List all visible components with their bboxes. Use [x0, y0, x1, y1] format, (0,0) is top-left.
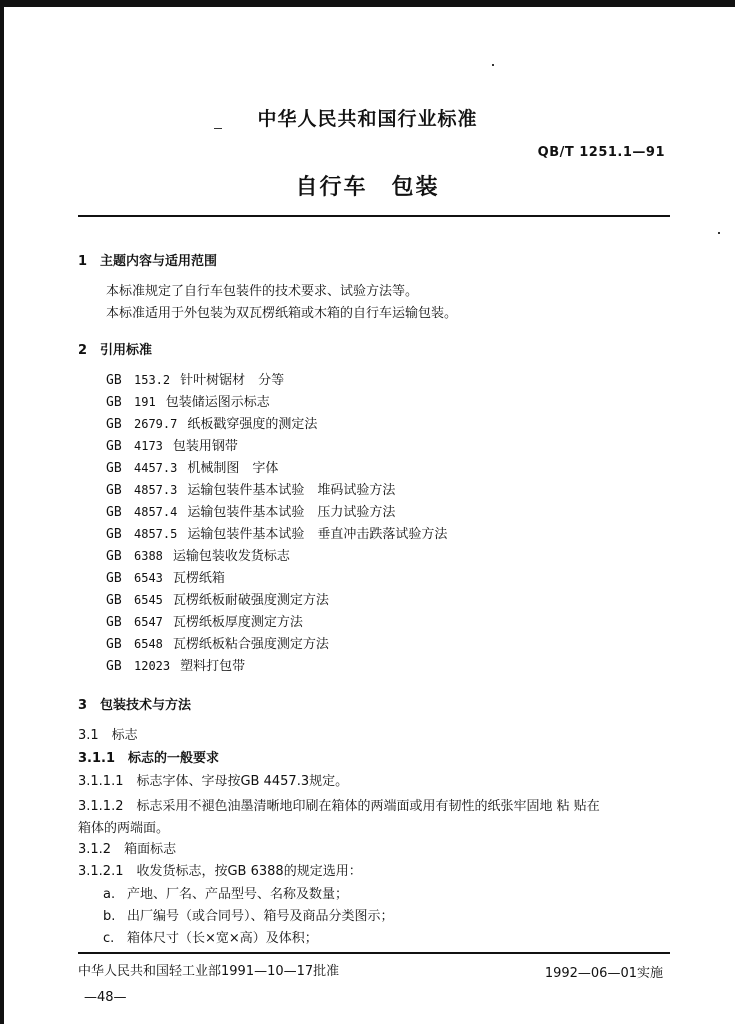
- list-item-mark: c.: [103, 931, 115, 946]
- reference-prefix: GB: [106, 505, 122, 520]
- section-1-heading: 1 主题内容与适用范围: [78, 254, 218, 269]
- header-rule: [78, 215, 670, 217]
- reference-item: [106, 545, 290, 564]
- clause-3-1: 3.1 标志: [78, 728, 138, 743]
- list-item-text: 箱体尺寸（长×宽×高）及体积；: [127, 931, 318, 946]
- reference-item: [106, 567, 225, 586]
- reference-item: [106, 523, 447, 542]
- reference-prefix: GB: [106, 593, 122, 608]
- reference-item: [106, 633, 329, 652]
- reference-item: [106, 457, 278, 476]
- clause-3-1-1: 3.1.1 标志的一般要求: [78, 751, 220, 766]
- reference-prefix: GB: [106, 395, 122, 410]
- reference-title: 运输包装件基本试验 堆码试验方法: [187, 483, 396, 498]
- reference-item: [106, 413, 317, 432]
- reference-prefix: GB: [106, 527, 122, 542]
- reference-item: [106, 479, 395, 498]
- reference-title: 机械制图 字体: [187, 461, 279, 476]
- clause-3-1-1-1: 3.1.1.1 标志字体、字母按GB 4457.3规定。: [78, 774, 349, 789]
- list-item-mark: b.: [103, 909, 116, 924]
- reference-prefix: GB: [106, 439, 122, 454]
- org-title: 中华人民共和国行业标准: [257, 108, 478, 130]
- section-1-paragraph: 本标准规定了自行车包装件的技术要求、试验方法等。: [106, 284, 419, 299]
- reference-item: [106, 501, 395, 520]
- standard-code: QB/T 1251.1—91: [537, 145, 665, 160]
- reference-title: 瓦楞纸箱: [172, 571, 225, 586]
- clause-3-1-2-1: 3.1.2.1 收发货标志，按GB 6388的规定选用：: [78, 864, 362, 879]
- reference-code: 6543: [134, 571, 163, 585]
- reference-title: 包装储运图示标志: [165, 395, 270, 410]
- reference-item: [106, 369, 284, 388]
- reference-title: 运输包装件基本试验 压力试验方法: [187, 505, 396, 520]
- section-2-heading: 2 引用标准: [78, 343, 153, 358]
- scan-speck: [492, 64, 494, 66]
- list-item-mark: a.: [103, 887, 116, 902]
- reference-title: 针叶树锯材 分等: [180, 373, 285, 388]
- clause-3-1-1-2-continued: 箱体的两端面。: [78, 821, 170, 836]
- reference-code: 6388: [134, 549, 163, 563]
- reference-item: [106, 655, 245, 674]
- list-item: [103, 927, 318, 946]
- reference-code: 6548: [134, 637, 163, 651]
- reference-prefix: GB: [106, 483, 122, 498]
- reference-code: 6547: [134, 615, 163, 629]
- reference-item: [106, 611, 303, 630]
- reference-prefix: GB: [106, 615, 122, 630]
- clause-3-1-1-2: 3.1.1.2 标志采用不褪色油墨清晰地印刷在箱体的两端面或用有韧性的纸张牢固地 粘 贴在: [78, 799, 600, 814]
- reference-code: 4857.3: [134, 483, 178, 497]
- reference-prefix: GB: [106, 637, 122, 652]
- reference-title: 瓦楞纸板耐破强度测定方法: [172, 593, 329, 608]
- reference-code: 4457.3: [134, 461, 178, 475]
- reference-item: [106, 391, 270, 410]
- reference-title: 纸板戳穿强度的测定法: [187, 417, 318, 432]
- reference-prefix: GB: [106, 417, 122, 432]
- footer-rule: [78, 952, 670, 954]
- reference-prefix: GB: [106, 461, 122, 476]
- reference-item: [106, 435, 238, 454]
- reference-prefix: GB: [106, 549, 122, 564]
- scan-speck: [718, 232, 720, 234]
- implementation-date: 1992—06—01实施: [544, 966, 663, 981]
- list-item-text: 产地、厂名、产品型号、名称及数量；: [127, 887, 349, 902]
- reference-code: 2679.7: [134, 417, 178, 431]
- list-item-text: 出厂编号（或合同号）、箱号及商品分类图示；: [127, 909, 394, 924]
- reference-prefix: GB: [106, 373, 122, 388]
- reference-title: 运输包装件基本试验 垂直冲击跌落试验方法: [187, 527, 448, 542]
- reference-title: 瓦楞纸板粘合强度测定方法: [172, 637, 329, 652]
- clause-3-1-2: 3.1.2 箱面标志: [78, 842, 177, 857]
- reference-title: 塑料打包带: [180, 659, 246, 674]
- reference-code: 4857.4: [134, 505, 178, 519]
- section-1-paragraph: 本标准适用于外包装为双瓦楞纸箱或木箱的自行车运输包装。: [106, 306, 458, 321]
- reference-title: 瓦楞纸板厚度测定方法: [172, 615, 303, 630]
- reference-prefix: GB: [106, 659, 122, 674]
- list-item: [103, 883, 348, 902]
- page-number: —48—: [84, 990, 127, 1005]
- scan-top-border: [0, 0, 735, 7]
- list-item: [103, 905, 394, 924]
- section-3-heading: 3 包装技术与方法: [78, 698, 192, 713]
- approval-line: 中华人民共和国轻工业部1991—10—17批准: [78, 964, 340, 979]
- reference-code: 4173: [134, 439, 163, 453]
- reference-code: 153.2: [134, 373, 171, 387]
- scan-left-border: [0, 0, 4, 1024]
- reference-code: 12023: [134, 659, 171, 673]
- reference-item: [106, 589, 329, 608]
- reference-title: 运输包装收发货标志: [172, 549, 290, 564]
- document-title: 自行车 包装: [295, 175, 440, 200]
- reference-prefix: GB: [106, 571, 122, 586]
- reference-title: 包装用钢带: [172, 439, 238, 454]
- reference-code: 191: [134, 395, 156, 409]
- reference-code: 6545: [134, 593, 163, 607]
- reference-code: 4857.5: [134, 527, 178, 541]
